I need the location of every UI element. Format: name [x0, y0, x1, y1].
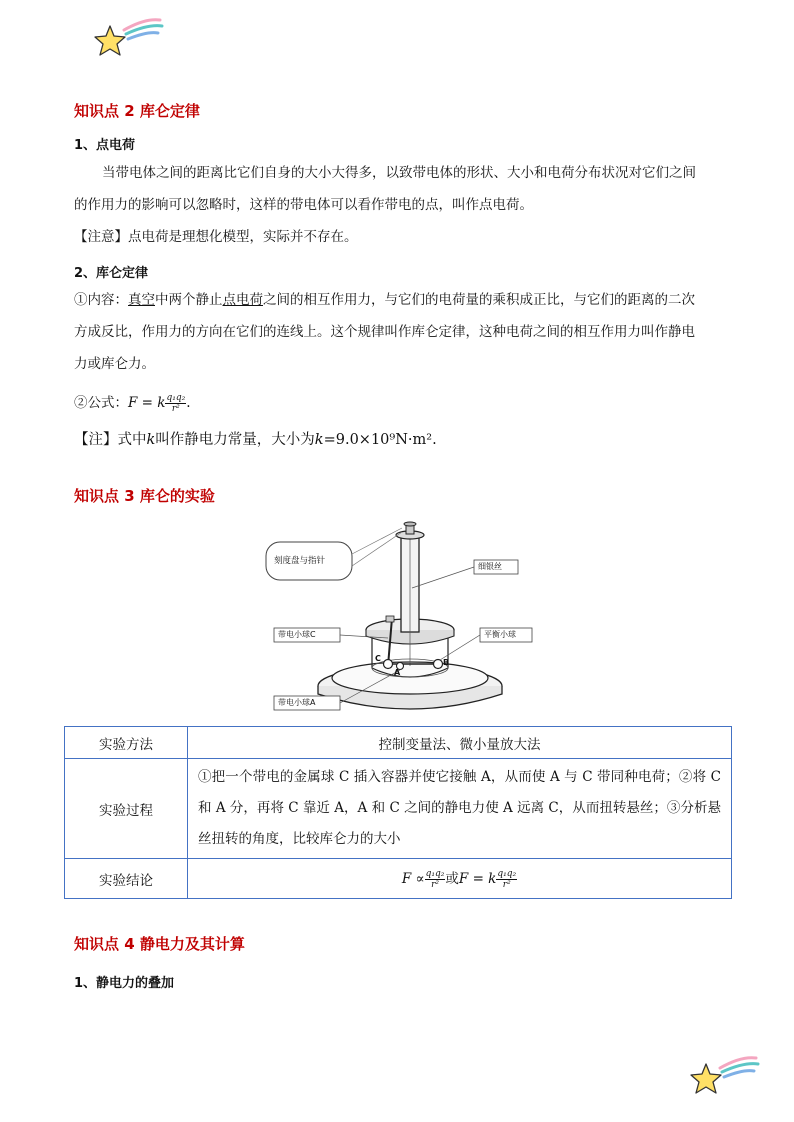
- table-row: [65, 759, 732, 859]
- label-charged-ball-c: 带电小球C: [278, 630, 316, 639]
- label-dial-pointer: 刻度盘与指针: [274, 556, 326, 566]
- cell-method-label: 实验方法: [65, 727, 188, 759]
- underline-point-charge: 点电荷: [222, 292, 263, 308]
- note-line: 【注意】点电荷是理想化模型，实际并不存在。: [74, 229, 358, 245]
- cell-process-label: 实验过程: [65, 759, 188, 859]
- mark-c: C: [375, 654, 381, 663]
- cell-conclusion-value: F ∝ $\frac{\text{q₁q₂}}{\text{r²}}$ 或F = k $\frac{\text{q₁q₂}}{\text{r²}}$: [188, 859, 732, 899]
- content-line: ①内容：真空中两个静止点电荷之间的相互作用力，与它们的电荷量的乘积成正比，与它们的距离的二次: [74, 292, 695, 308]
- paragraph-line: 当带电体之间的距离比它们自身的大小大得多，以致带电体的形状、大小和电荷分布状况对它们之间: [102, 165, 696, 181]
- section-title-kp3: 知识点 3 库仑的实验: [74, 487, 215, 505]
- cell-process-value: ①把一个带电的金属球 C 插入容器并使它接触 A，从而使 A 与 C 带同种电荷；②将 C 和 A 分，再将 C 靠近 A，A 和 C 之间的静电力使 A 远离 C，从而扭转悬丝；③分析悬丝扭转的角度，比较库仑力的大小: [188, 759, 732, 859]
- constant-value: =9.0×10⁹N·m².: [323, 432, 437, 448]
- label-silver-wire: 细银丝: [478, 562, 502, 571]
- content-line: 方成反比，作用力的方向在它们的连线上。这个规律叫作库仑定律，这种电荷之间的相互作用力叫作静电: [74, 324, 695, 340]
- content-line: 力或库仑力。: [74, 356, 155, 372]
- coulomb-law-content: [74, 284, 734, 380]
- label-charged-ball-a: 带电小球A: [278, 698, 316, 707]
- formula-fraction: $\frac{\text{q₁q₂}}{\text{r²}}$: [166, 393, 186, 414]
- cell-conclusion-label: 实验结论: [65, 859, 188, 899]
- experiment-table: [64, 726, 732, 899]
- constant-note: 【注】式中k叫作静电力常量，大小为k=9.0×10⁹N·m².: [74, 432, 437, 448]
- section-title-kp2: 知识点 2 库仑定律: [74, 102, 200, 120]
- subsection-title-point-charge: 1、点电荷: [74, 138, 136, 153]
- label-balance-ball: 平衡小球: [484, 630, 516, 639]
- shooting-star-icon: [686, 1052, 766, 1098]
- table-row: [65, 727, 732, 759]
- formula-lhs: F = k: [128, 395, 166, 411]
- cell-method-value: 控制变量法、微小量放大法: [188, 727, 732, 759]
- underline-vacuum: 真空: [128, 292, 155, 308]
- torsion-balance-drawing: [260, 518, 540, 714]
- formula-line: ②公式：F = k $\frac{\text{q₁q₂}}{\text{r²}}$ .: [74, 393, 191, 414]
- table-row: [65, 859, 732, 899]
- section-title-kp4: 知识点 4 静电力及其计算: [74, 935, 245, 953]
- shooting-star-icon: [90, 14, 170, 60]
- mark-a: A: [394, 668, 401, 677]
- subsection-title-coulomb-law: 2、库仑定律: [74, 266, 149, 281]
- subsection-title-superposition: 1、静电力的叠加: [74, 976, 175, 991]
- point-charge-paragraph: [74, 157, 734, 253]
- paragraph-line: 的作用力的影响可以忽略时，这样的带电体可以看作带电的点，叫作点电荷。: [74, 197, 533, 213]
- mark-b: B: [443, 658, 450, 667]
- torsion-balance-figure: [260, 518, 540, 714]
